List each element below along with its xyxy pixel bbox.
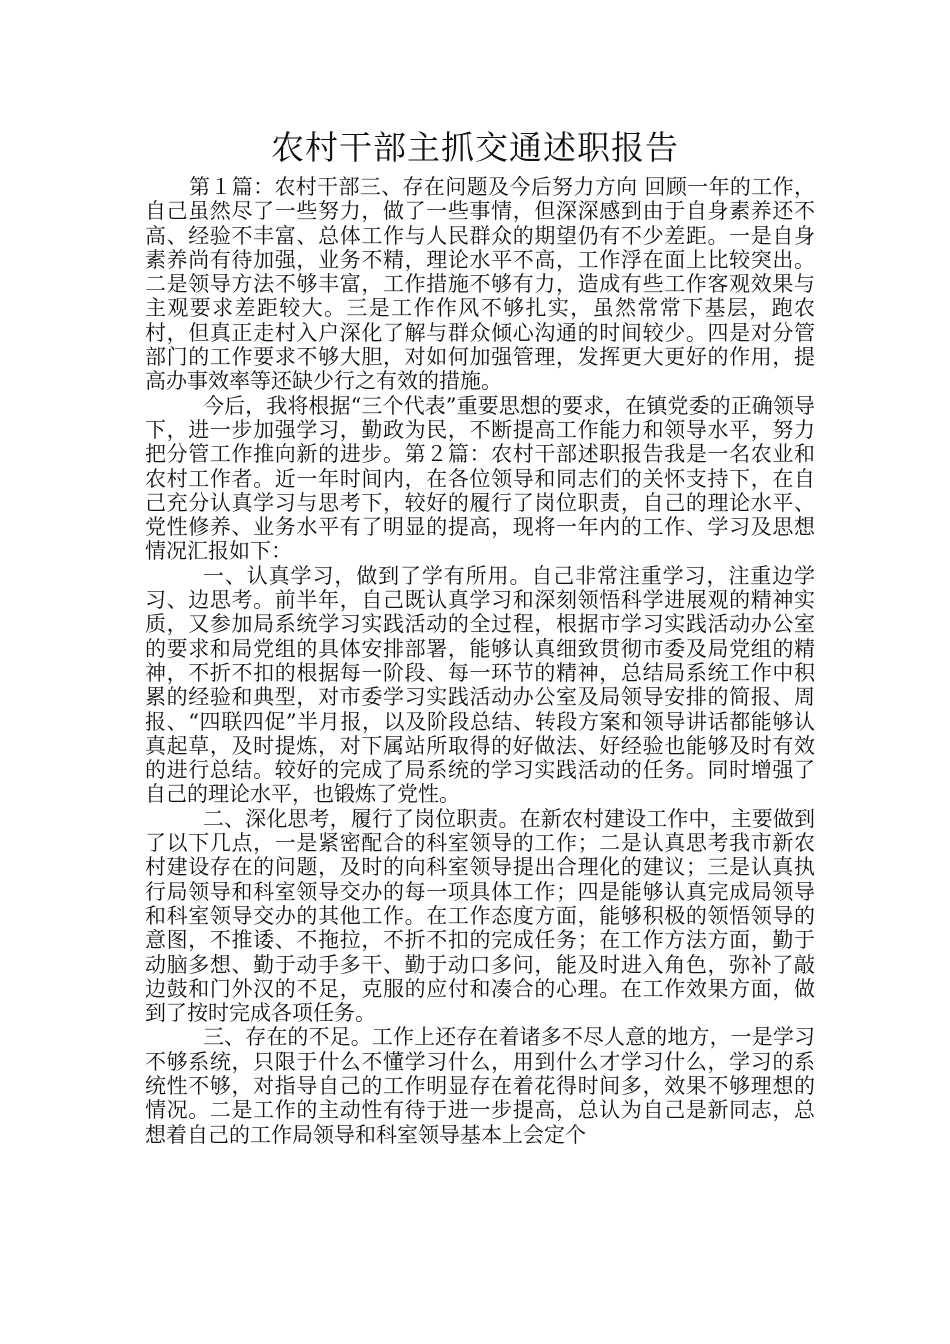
document-body: [145, 175, 815, 1147]
paragraph-intro: 第１篇：农村干部三、存在问题及今后努力方向 回顾一年的工作，自己虽然尽了一些努力，做了一些事情，但深深感到由于自身素养还不高、经验不丰富、总体工作与人民群众的期望仍有不少差距。一是自身素养尚有待加强，业务不精，理论水平不高，工作浮在面上比较突出。二是领导方法不够丰富，工作措施不够有力，造成有些工作客观效果与主观要求差距较大。三是工作作风不够扎实，虽然常常下基层，跑农村，但真正走村入户深化了解与群众倾心沟通的时间较少。四是对分管部门的工作要求不够大胆，对如何加强管理，发挥更大更好的作用，提高办事效率等还缺少行之有效的措施。: [145, 175, 815, 394]
document-title: 农村干部主抓交通述职报告: [271, 128, 679, 167]
paragraph-section-duties: 二、深化思考，履行了岗位职责。在新农村建设工作中，主要做到了以下几点，一是紧密配合的科室领导的工作；二是认真思考我市新农村建设存在的问题，及时的向科室领导提出合理化的建议；三是认真执行局领导和科室领导交办的每一项具体工作；四是能够认真完成局领导和科室领导交办的其他工作。在工作态度方面，能够积极的领悟领导的意图，不推诿、不拖拉，不折不扣的完成任务；在工作方法方面，勤于动脑多想、勤于动手多干、勤于动口多问，能及时进入角色，弥补了敲边鼓和门外汉的不足，克服的应付和凑合的心理。在工作效果方面，做到了按时完成各项任务。: [145, 806, 815, 1026]
paragraph-future-plans: 今后，我将根据“三个代表”重要思想的要求，在镇党委的正确领导下，进一步加强学习，勤政为民，不断提高工作能力和领导水平，努力把分管工作推向新的进步。第２篇：农村干部述职报告我是一名农业和农村工作者。近一年时间内，在各位领导和同志们的关怀支持下，在自己充分认真学习与思考下，较好的履行了岗位职责，自己的理论水平、党性修养、业务水平有了明显的提高，现将一年内的工作、学习及思想情况汇报如下：: [145, 393, 815, 564]
paragraph-section-study: 一、认真学习，做到了学有所用。自己非常注重学习，注重边学习、边思考。前半年，自己既认真学习和深刻领悟科学进展观的精神实质，又参加局系统学习实践活动的全过程，根据市学习实践活动办公室的要求和局党组的具体安排部署，能够认真细致贯彻市委及局党组的精神，不折不扣的根据每一阶段、每一环节的精神，总结局系统工作中积累的经验和典型，对市委学习实践活动办公室及局领导安排的简报、周报、“四联四促”半月报，以及阶段总结、转段方案和领导讲话都能够认真起草，及时提炼，对下属站所取得的好做法、好经验也能够及时有效的进行总结。较好的完成了局系统的学习实践活动的任务。同时增强了自己的理论水平，也锻炼了党性。: [145, 563, 815, 807]
paragraph-section-shortcomings: 三、存在的不足。工作上还存在着诸多不尽人意的地方，一是学习不够系统，只限于什么不懂学习什么，用到什么才学习什么，学习的系统性不够，对指导自己的工作明显存在着花得时间多，效果不够理想的情况。二是工作的主动性有待于进一步提高，总认为自己是新同志，总想着自己的工作局领导和科室领导基本上会定个: [145, 1025, 815, 1147]
